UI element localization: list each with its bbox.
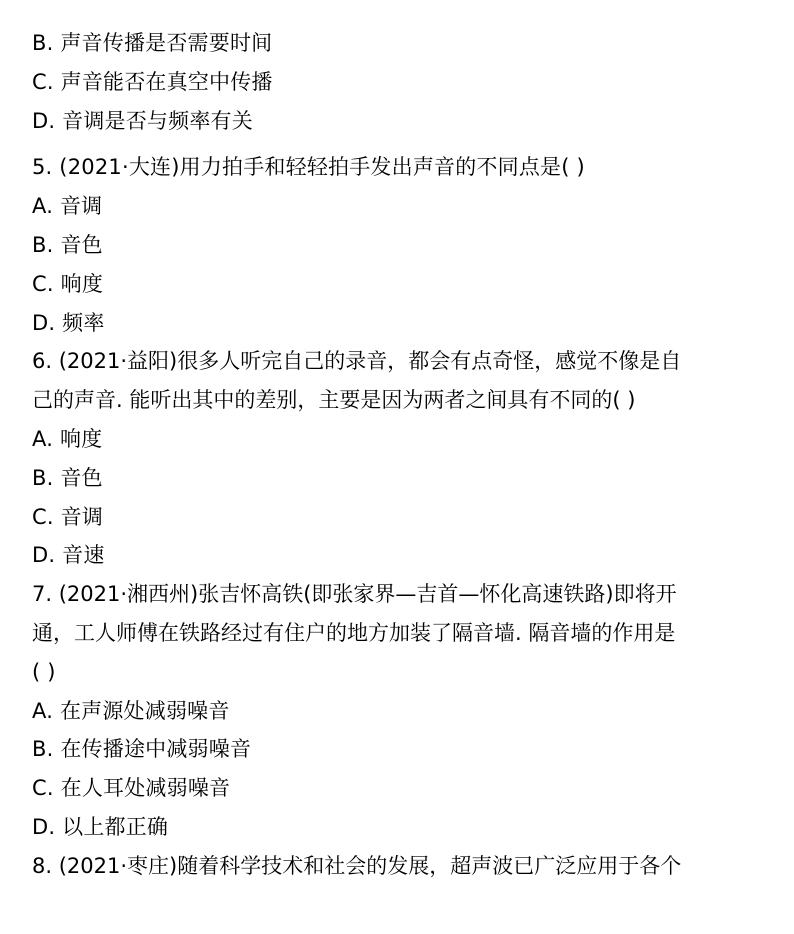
option-b-q5: B. 音色: [32, 232, 103, 257]
option-d-q6: D. 音速: [32, 543, 105, 568]
option-d-q5: D. 频率: [32, 310, 105, 335]
option-b-q7: B. 在传播途中减弱噪音: [32, 737, 252, 762]
option-c-q7: C. 在人耳处减弱噪音: [32, 776, 231, 801]
question-5: 5. (2021·大连)用力拍手和轻轻拍手发出声音的不同点是( ): [32, 155, 585, 180]
question-6-line-2: 己的声音. 能听出其中的差别，主要是因为两者之间具有不同的( ): [32, 388, 636, 413]
option-c-q5: C. 响度: [32, 271, 104, 296]
option-d-q7: D. 以上都正确: [32, 814, 169, 839]
question-6-line-1: 6. (2021·益阳)很多人听完自己的录音，都会有点奇怪，感觉不像是自: [32, 349, 682, 374]
option-c-q6: C. 音调: [32, 504, 104, 529]
question-7-line-2: 通，工人师傅在铁路经过有住户的地方加装了隔音墙. 隔音墙的作用是: [32, 620, 676, 645]
option-d-q4: D. 音调是否与频率有关: [32, 108, 253, 133]
question-8-line-1: 8. (2021·枣庄)随着科学技术和社会的发展，超声波已广泛应用于各个: [32, 853, 682, 878]
option-a-q5: A. 音调: [32, 194, 103, 219]
question-7-line-3: ( ): [32, 659, 56, 684]
option-c-q4: C. 声音能否在真空中传播: [32, 69, 273, 94]
option-b-q4: B. 声音传播是否需要时间: [32, 31, 273, 55]
option-a-q6: A. 响度: [32, 426, 103, 451]
document-page: [32, 24, 772, 886]
option-b-q6: B. 音色: [32, 465, 103, 490]
option-a-q7: A. 在声源处减弱噪音: [32, 698, 230, 723]
question-7-line-1: 7. (2021·湘西州)张吉怀高铁(即张家界—吉首—怀化高速铁路)即将开: [32, 582, 677, 607]
